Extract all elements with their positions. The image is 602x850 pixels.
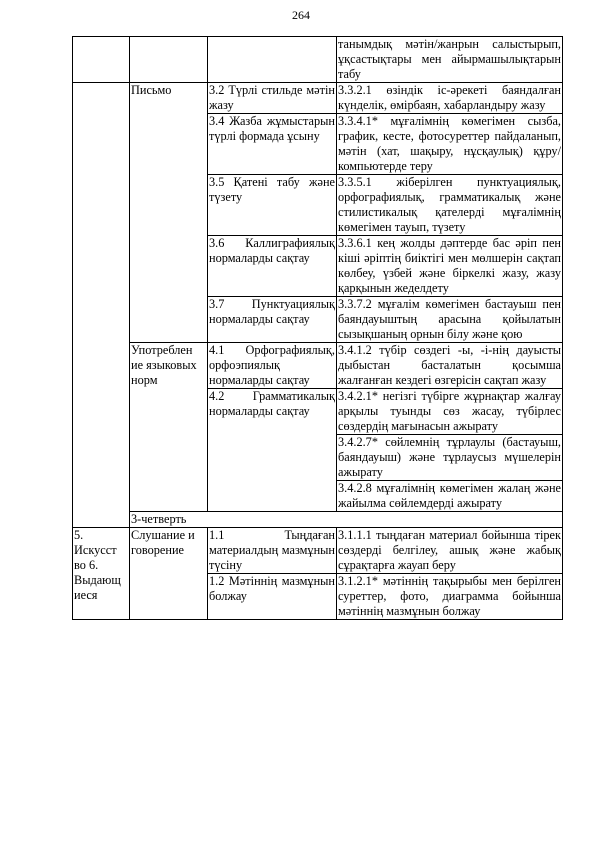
table-row (73, 343, 563, 389)
theme-cell: 5. Искусст во 6. Выдающ иеся (73, 528, 130, 620)
subskill-cell: 3.2 Түрлі стильде мәтін жазу (209, 83, 335, 112)
goal-cell: 3.3.5.1 жіберілген пунктуациялық, орфографиялық, грамматикалық және стилистикалық қателерді мұғалімнің көмегімен тауып, түзету (338, 175, 561, 234)
subskill-cell (208, 37, 337, 83)
table-row (73, 37, 563, 83)
goal-cell: 3.3.2.1 өзіндік іс-әрекеті баяндалған күнделік, өмірбаян, хабарландыру жазу (338, 83, 561, 112)
skill-cell (130, 37, 208, 83)
quarter-row (73, 512, 563, 528)
theme-cell (73, 83, 130, 528)
goal-cell: 3.3.6.1 кең жолды дәптерде бас әріп пен кіші әріптің биіктігі мен мөлшерін сақтап көлбеу, үзбей және біркелкі жазу, жазу қарқынын жеделдету (338, 236, 561, 295)
goal-cell: 3.1.1.1 тыңдаған материал бойынша тірек сөздерді белгілеу, ашық және жабық сұрақтарға жауап беру (338, 528, 561, 572)
skill-cell: Письмо (130, 83, 208, 343)
subskill-cell: 3.4 Жазба жұмыстарын түрлі формада ұсыну (208, 114, 337, 175)
page-number: 264 (292, 8, 310, 22)
goal-cell: 3.4.2.8 мұғалімнің көмегімен жалаң және жайылма сөйлемдерді ажырату (338, 481, 561, 510)
skill-cell: Слушание и говорение (130, 528, 208, 620)
subskill-cell: 4.1 Орфографиялық, орфоэпиялық нормаларды сақтау (209, 343, 335, 387)
table-row (73, 83, 563, 114)
goal-cell: 3.4.2.1* негізгі түбірге жұрнақтар жалғау арқылы туынды сөз жасау, түбірлес сөздердің мағынасын ажырату (338, 389, 561, 433)
goal-cell: танымдық мәтін/жанрын салыстырып, ұқсастықтары мен айырмашылықтарын табу (338, 37, 561, 81)
subskill-cell: 3.5 Қатені табу және түзету (208, 175, 337, 236)
goal-cell: 3.3.7.2 мұғалім көмегімен бастауыш пен баяндауыштың арасына қойылатын сызықшаның орнын білу және қою (338, 297, 561, 341)
theme-cell (73, 37, 130, 83)
goal-cell: 3.3.4.1* мұғалімнің көмегімен сызба, график, кесте, фотосуреттер пайдаланып, мәтін (хат, шақыру, нұсқаулық) құру/компьютерде теру (338, 114, 561, 173)
quarter-label: 3-четверть (130, 512, 563, 528)
skill-cell: Употреблен ие языковых норм (130, 343, 208, 512)
goal-cell: 3.4.1.2 түбір сөздегі -ы, -і-нің дауысты дыбыстан басталатын қосымша жалғанған кездегі өзгерісін сақтап жазу (338, 343, 561, 387)
table-row (73, 528, 563, 574)
subskill-cell: 3.6 Каллиграфиялық нормаларды сақтау (208, 236, 337, 297)
subskill-cell: 1.1 Тыңдаған материалдың мазмұнын түсіну (209, 528, 335, 572)
curriculum-table (72, 36, 563, 620)
subskill-cell: 3.7 Пунктуациялық нормаларды сақтау (208, 297, 337, 343)
subskill-cell: 1.2 Мәтіннің мазмұнын болжау (208, 574, 337, 620)
subskill-cell: 4.2 Грамматикалық нормаларды сақтау (208, 389, 337, 512)
goal-cell: 3.4.2.7* сөйлемнің тұрлаулы (бастауыш, баяндауыш) және тұрлаусыз мүшелерін ажырату (338, 435, 561, 479)
goal-cell: 3.1.2.1* мәтіннің тақырыбы мен берілген суреттер, фото, диаграмма бойынша мәтіннің мазмұнын болжау (338, 574, 561, 618)
